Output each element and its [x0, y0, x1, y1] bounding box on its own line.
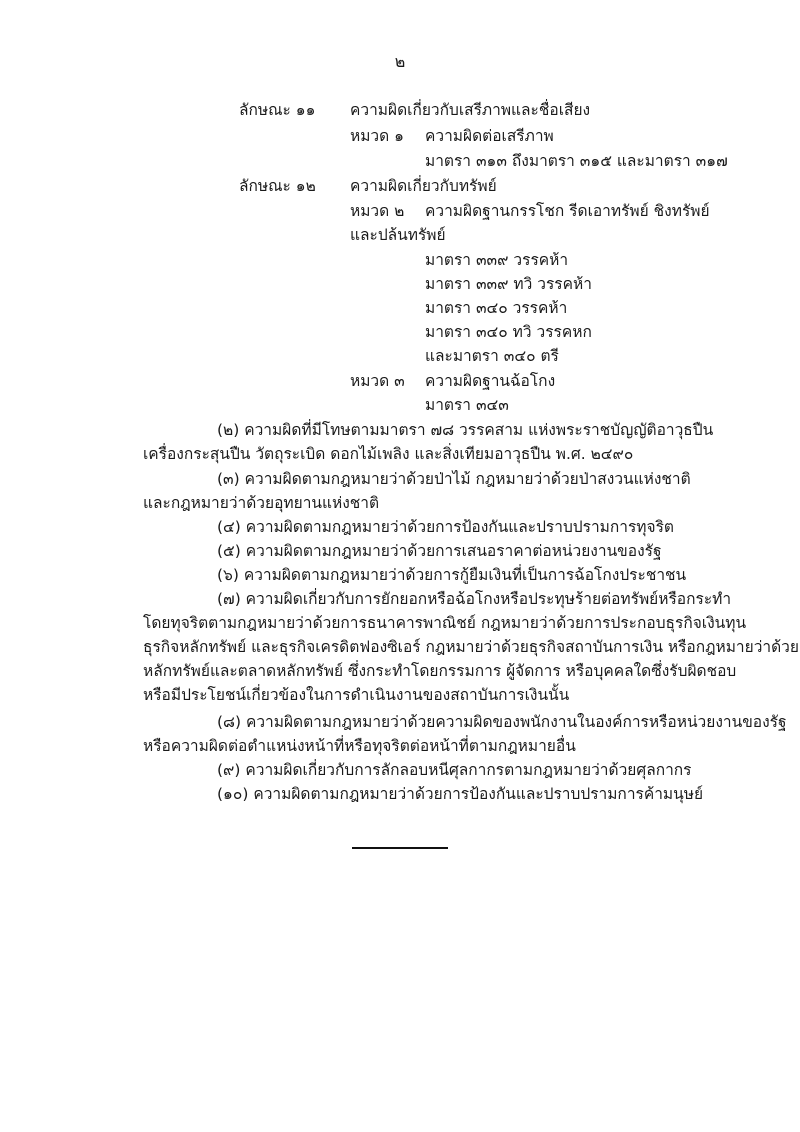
section-line: มาตรา ๓๔๐ วรรคห้า [425, 299, 568, 317]
title-12-text: ความผิดเกี่ยวกับทรัพย์ [350, 177, 497, 195]
title-11-label: ลักษณะ ๑๑ [239, 101, 316, 119]
item-2-line-1: (๒) ความผิดที่มีโทษตามมาตรา ๗๘ วรรคสาม แห่งพระราชบัญญัติอาวุธปืน [217, 421, 714, 439]
title-12-label: ลักษณะ ๑๒ [239, 177, 316, 195]
chapter-2-text: ความผิดฐานกรรโชก รีดเอาทรัพย์ ชิงทรัพย์ [425, 202, 710, 220]
title-11-text: ความผิดเกี่ยวกับเสรีภาพและชื่อเสียง [350, 101, 591, 119]
section-line: มาตรา ๓๓๙ วรรคห้า [425, 251, 569, 269]
item-3-line-1: (๓) ความผิดตามกฎหมายว่าด้วยป่าไม้ กฎหมายว่าด้วยป่าสงวนแห่งชาติ [217, 470, 691, 488]
item-7-line-2: โดยทุจริตตามกฎหมายว่าด้วยการธนาคารพาณิชย์ กฎหมายว่าด้วยการประกอบธุรกิจเงินทุน [143, 614, 747, 632]
section-line: มาตรา ๓๔๐ ทวิ วรรคหก [425, 323, 592, 341]
item-7-line-5: หรือมีประโยชน์เกี่ยวข้องในการดำเนินงานของสถาบันการเงินนั้น [143, 686, 570, 704]
section-line: และมาตรา ๓๔๐ ตรี [425, 347, 559, 365]
item-8-line-2: หรือความผิดต่อตำแหน่งหน้าที่หรือทุจริตต่อหน้าที่ตามกฎหมายอื่น [143, 737, 576, 755]
item-3-line-2: และกฎหมายว่าด้วยอุทยานแห่งชาติ [143, 494, 380, 512]
item-10: (๑๐) ความผิดตามกฎหมายว่าด้วยการป้องกันและปราบปรามการค้ามนุษย์ [217, 785, 704, 803]
item-8-line-1: (๘) ความผิดตามกฎหมายว่าด้วยความผิดของพนักงานในองค์การหรือหน่วยงานของรัฐ [217, 713, 787, 731]
item-7-line-4: หลักทรัพย์และตลาดหลักทรัพย์ ซึ่งกระทำโดยกรรมการ ผู้จัดการ หรือบุคคลใดซึ่งรับผิดชอบ [143, 662, 737, 680]
chapter-1-text: ความผิดต่อเสรีภาพ [425, 127, 554, 145]
item-5: (๕) ความผิดตามกฎหมายว่าด้วยการเสนอราคาต่อหน่วยงานของรัฐ [217, 542, 662, 560]
chapter-1-label: หมวด ๑ [350, 127, 404, 145]
chapter-3-text: ความผิดฐานฉ้อโกง [425, 372, 556, 390]
section-343: มาตรา ๓๔๓ [425, 396, 509, 414]
item-4: (๔) ความผิดตามกฎหมายว่าด้วยการป้องกันและปราบปรามการทุจริต [217, 518, 674, 536]
section-line: มาตรา ๓๓๙ ทวิ วรรคห้า [425, 275, 592, 293]
end-rule [352, 847, 448, 849]
chapter-2-continuation: และปล้นทรัพย์ [350, 226, 446, 244]
chapter-3-label: หมวด ๓ [350, 372, 405, 390]
page-number: ๒ [394, 52, 406, 71]
item-7-line-1: (๗) ความผิดเกี่ยวกับการยักยอกหรือฉ้อโกงหรือประทุษร้ายต่อทรัพย์หรือกระทำ [217, 590, 732, 608]
item-9: (๙) ความผิดเกี่ยวกับการลักลอบหนีศุลกากรตามกฎหมายว่าด้วยศุลกากร [217, 761, 692, 779]
item-6: (๖) ความผิดตามกฎหมายว่าด้วยการกู้ยืมเงินที่เป็นการฉ้อโกงประชาชน [217, 566, 687, 584]
chapter-2-label: หมวด ๒ [350, 202, 405, 220]
item-2-line-2: เครื่องกระสุนปืน วัตถุระเบิด ดอกไม้เพลิง และสิ่งเทียมอาวุธปืน พ.ศ. ๒๔๙๐ [143, 445, 634, 463]
item-7-line-3: ธุรกิจหลักทรัพย์ และธุรกิจเครดิตฟองซิเอร์ กฎหมายว่าด้วยธุรกิจสถาบันการเงิน หรือกฎหมายว่าด้วย [143, 638, 799, 656]
section-313-317: มาตรา ๓๑๓ ถึงมาตรา ๓๑๕ และมาตรา ๓๑๗ [425, 152, 728, 170]
